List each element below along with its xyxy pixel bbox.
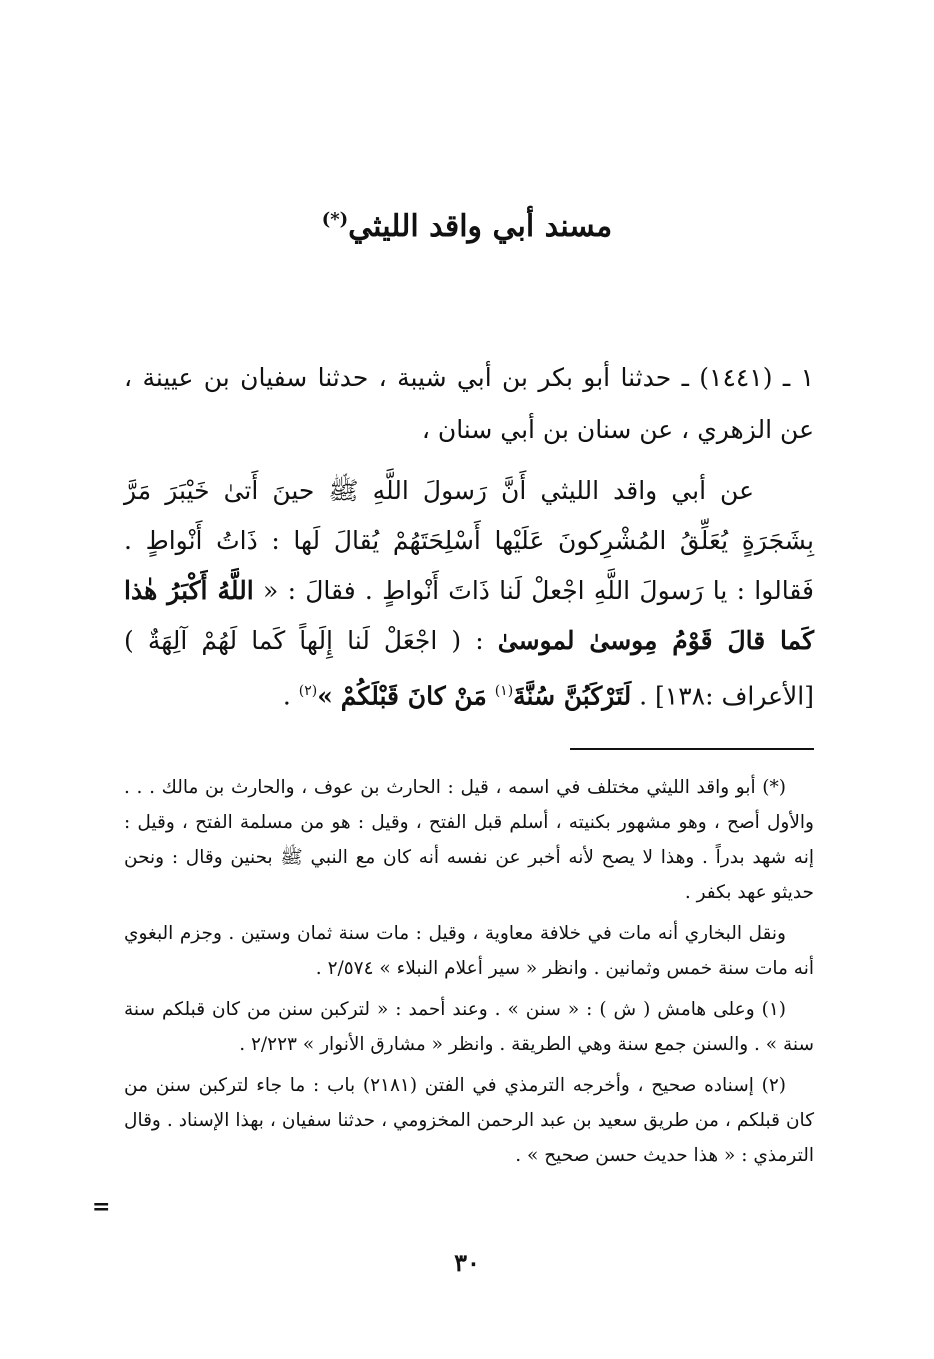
continuation-mark: = bbox=[92, 1194, 111, 1220]
footnote-1: (١) وعلى هامش ( ش ) : « سنن » . وعند أحمد : « لتركبن سنن من كان قبلكم سنة سنة » . والسنن جمع سنة وهي الطريقة . وانظر « مشارق الأنوار » ٢/٢٢٣ . bbox=[124, 999, 814, 1055]
matn-bold-2: لَتَرْكَبُنَّ سُنَّةَ bbox=[513, 681, 632, 711]
footnote-divider bbox=[570, 748, 814, 750]
hadith-matn bbox=[124, 466, 814, 721]
page-title bbox=[120, 196, 814, 251]
footnote-2: (٢) إسناده صحيح ، وأخرجه الترمذي في الفتن (٢١٨١) باب : ما جاء لتركبن سنن من كان قبلكم ، من طريق سعيد بن عبد الرحمن المخزومي ، حدثنا سفيان ، بهذا الإسناد . وقال الترمذي : « هذا حديث حسن صحيح » . bbox=[124, 1075, 814, 1166]
matn-close-quote: » bbox=[317, 681, 333, 711]
matn-bold-3: مَنْ كانَ قَبْلَكُمْ bbox=[340, 681, 487, 711]
title-text: مسند أبي واقد الليثي bbox=[348, 209, 613, 244]
matn-text-2: : ( اجْعَلْ لَنا إِلَهاً كَما لَهُمْ آلِهَةٌ ) [الأعراف :١٣٨] . bbox=[124, 626, 814, 711]
hadith-isnad: ١ ـ (١٤٤١) ـ حدثنا أبو بكر بن أبي شيبة ، حدثنا سفيان بن عيينة ، عن الزهري ، عن سنان بن أبي سنان ، bbox=[124, 363, 814, 444]
footnote-ref-2: (٢) bbox=[298, 683, 318, 699]
page-number: ٣٠ bbox=[454, 1248, 480, 1277]
footnote-ref-1: (١) bbox=[494, 683, 514, 699]
footnotes bbox=[124, 770, 814, 1179]
matn-text-1: عن أبي واقد الليثي أَنَّ رَسولَ اللَّهِ ﷺ حينَ أَتىٰ خَيْبَرَ مَرَّ بِشَجَرَةٍ يُعَلِّقُ المُشْرِكونَ عَلَيْها أَسْلِحَتَهُمْ يُقالَ لَها : ذَاتُ أَنْواطٍ . فَقالوا : يا رَسولَ اللَّهِ اجْعلْ لَنا ذَاتَ أَنْواطٍ . فقالَ : « bbox=[124, 476, 814, 605]
matn-bold-1: اللَّهُ أَكْبَرُ هٰذا كَما قالَ قَوْمُ مِوسىٰ لموسىٰ bbox=[124, 576, 814, 655]
footnote-star: (*) أبو واقد الليثي مختلف في اسمه ، قيل : الحارث بن عوف ، والحارث بن مالك . . . والأول أصح ، وهو مشهور بكنيته ، أسلم قبل الفتح ، وقيل : هو من مسلمة الفتح ، وقيل : إنه شهد بدراً . وهذا لا يصح لأنه أخبر عن نفسه أنه كان مع النبي ﷺ بحنين وقال : ونحن حديثو عهد بكفر . bbox=[124, 777, 814, 903]
title-footnote-marker: (*) bbox=[321, 209, 349, 230]
matn-period: . bbox=[282, 681, 291, 711]
footnote-star-continued: ونقل البخاري أنه مات في خلافة معاوية ، وقيل : مات سنة ثمان وستين . وجزم البغوي أنه مات سنة خمس وثمانين . وانظر « سير أعلام النبلاء » ٢/٥٧٤ . bbox=[124, 923, 814, 979]
